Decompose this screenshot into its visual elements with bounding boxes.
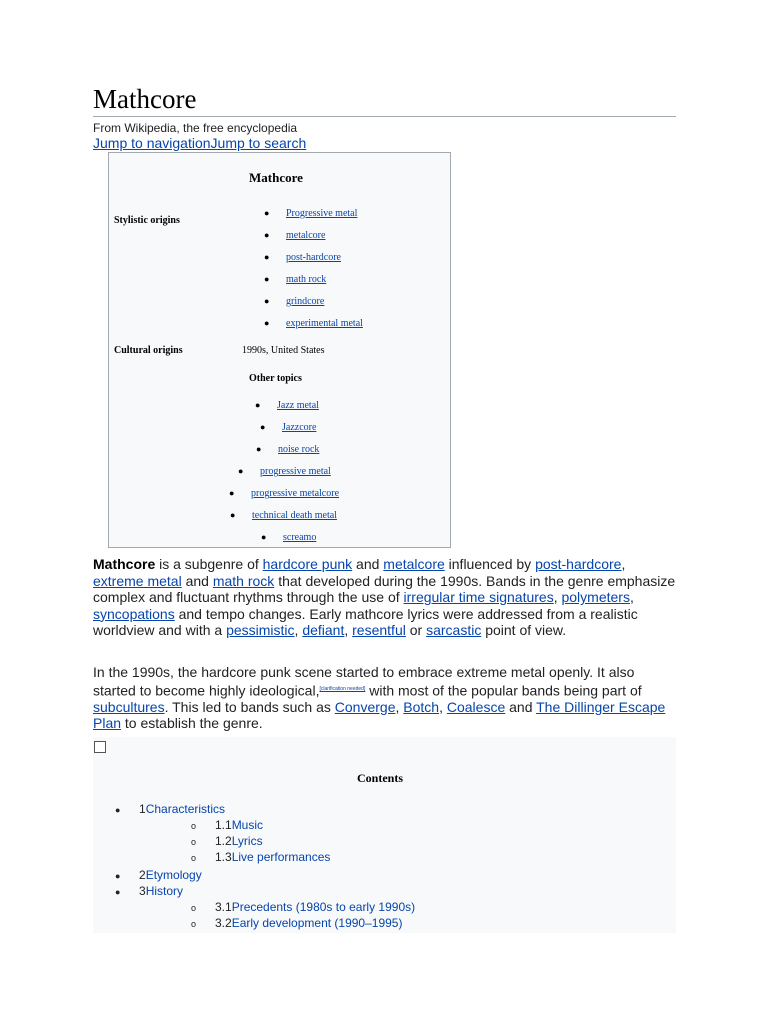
- bullet-icon: ●: [264, 252, 270, 262]
- cultural-origins-label: Cultural origins: [114, 345, 183, 356]
- post-hardcore-link[interactable]: post-hardcore: [535, 556, 622, 572]
- hardcore-punk-link[interactable]: hardcore punk: [262, 556, 353, 572]
- stylistic-link[interactable]: post-hardcore: [286, 252, 341, 263]
- text: ,: [629, 589, 634, 606]
- toc-number: 2: [139, 868, 146, 882]
- toc-item[interactable]: [191, 850, 330, 864]
- topic-link[interactable]: screamo: [283, 532, 317, 543]
- syncopations-link[interactable]: syncopations: [93, 605, 175, 622]
- toc-item[interactable]: [115, 868, 202, 882]
- list-item: [264, 296, 324, 307]
- converge-link[interactable]: Converge: [334, 698, 396, 715]
- bullet-icon: ●: [255, 400, 261, 410]
- circle-icon: o: [191, 919, 197, 929]
- text: with most of the popular bands being part of: [365, 682, 642, 699]
- coalesce-link[interactable]: Coalesce: [446, 698, 506, 715]
- clarification-needed-link[interactable]: [clarification needed]: [319, 685, 366, 692]
- toc-number: 3: [139, 884, 146, 898]
- toc-number: 1.1: [215, 818, 232, 832]
- text: ,: [344, 622, 353, 639]
- text: and: [181, 572, 213, 589]
- list-item: [256, 444, 319, 455]
- math-rock-link[interactable]: math rock: [212, 572, 275, 589]
- sarcastic-link[interactable]: sarcastic: [426, 622, 482, 639]
- list-item: [264, 318, 363, 329]
- toc-number: 3.2: [215, 916, 232, 930]
- text: ,: [294, 622, 303, 639]
- toc-item[interactable]: [191, 916, 402, 930]
- bullet-icon: ●: [238, 466, 244, 476]
- stylistic-link[interactable]: grindcore: [286, 296, 325, 307]
- text: ,: [553, 589, 562, 606]
- circle-icon: o: [191, 853, 197, 863]
- bullet-icon: ●: [264, 274, 270, 284]
- text: influenced by: [444, 556, 536, 572]
- bullet-icon: ●: [115, 887, 121, 897]
- bullet-icon: ●: [230, 510, 236, 520]
- bullet-icon: ●: [115, 805, 121, 815]
- circle-icon: o: [191, 903, 197, 913]
- extreme-metal-link[interactable]: extreme metal: [93, 572, 182, 589]
- toc-toggle-checkbox[interactable]: [94, 741, 106, 753]
- bullet-icon: ●: [264, 208, 270, 218]
- toc-item[interactable]: [191, 818, 263, 832]
- toc-number: 3.1: [215, 900, 232, 914]
- page-title: Mathcore: [93, 84, 197, 114]
- topic-link[interactable]: Jazz metal: [277, 400, 319, 411]
- bullet-icon: ●: [260, 422, 266, 432]
- toc-number: 1.3: [215, 850, 232, 864]
- toc-item[interactable]: [115, 884, 183, 898]
- cultural-origins-value: 1990s, United States: [242, 345, 325, 356]
- text: to establish the genre.: [121, 715, 263, 732]
- title-divider: [93, 116, 676, 117]
- defiant-link[interactable]: defiant: [302, 622, 345, 639]
- toc-item[interactable]: [191, 900, 415, 914]
- stylistic-origins-label: Stylistic origins: [114, 215, 180, 226]
- table-of-contents: [93, 737, 676, 933]
- text: ,: [621, 556, 626, 572]
- list-item: [261, 532, 316, 543]
- infobox: [108, 152, 451, 548]
- toc-item[interactable]: [115, 802, 225, 816]
- list-item: [264, 274, 326, 285]
- text: ,: [395, 698, 404, 715]
- pessimistic-link[interactable]: pessimistic: [226, 622, 295, 639]
- toc-link[interactable]: Live performances: [231, 850, 331, 864]
- history-paragraph: [93, 664, 678, 732]
- site-tagline: From Wikipedia, the free encyclopedia: [93, 121, 298, 135]
- toc-link[interactable]: Etymology: [145, 868, 202, 882]
- bullet-icon: ●: [115, 871, 121, 881]
- jump-to-navigation-link[interactable]: Jump to navigation: [93, 135, 211, 151]
- text: and tempo changes. Early mathcore lyrics were addressed from a realistic worldview and with a: [93, 605, 638, 639]
- bullet-icon: ●: [264, 230, 270, 240]
- article-subject: Mathcore: [93, 556, 156, 572]
- other-topics-label: Other topics: [249, 373, 302, 384]
- bullet-icon: ●: [229, 488, 235, 498]
- polymeters-link[interactable]: polymeters: [561, 589, 630, 606]
- jump-links: [93, 135, 306, 151]
- toc-link[interactable]: Precedents (1980s to early 1990s): [231, 900, 416, 914]
- bullet-icon: ●: [264, 296, 270, 306]
- list-item: [264, 230, 325, 241]
- toc-item[interactable]: [191, 834, 263, 848]
- time-signatures-link[interactable]: irregular time signatures: [403, 589, 554, 606]
- metalcore-link[interactable]: metalcore: [383, 556, 445, 572]
- text: and: [352, 556, 384, 572]
- topic-link[interactable]: progressive metal: [260, 466, 331, 477]
- resentful-link[interactable]: resentful: [352, 622, 406, 639]
- dillinger-escape-plan-link[interactable]: The Dillinger Escape Plan: [93, 698, 666, 732]
- stylistic-link[interactable]: metalcore: [286, 230, 326, 241]
- subcultures-link[interactable]: subcultures: [93, 698, 165, 715]
- stylistic-link[interactable]: experimental metal: [286, 318, 363, 329]
- circle-icon: o: [191, 837, 197, 847]
- text: . This led to bands such as: [164, 698, 335, 715]
- list-item: [260, 422, 316, 433]
- topic-link[interactable]: Jazzcore: [282, 422, 317, 433]
- infobox-title: Mathcore: [249, 170, 303, 185]
- text: In the 1990s, the hardcore punk scene started to embrace extreme metal openly. It also started to become highly ideological,: [93, 664, 635, 699]
- text: point of view.: [481, 622, 567, 639]
- toc-link[interactable]: Early development (1990–1995): [231, 916, 403, 930]
- list-item: [230, 510, 337, 521]
- list-item: [264, 208, 357, 219]
- topic-link[interactable]: progressive metalcore: [251, 488, 340, 499]
- jump-to-search-link[interactable]: Jump to search: [210, 135, 307, 151]
- text: that developed during the 1990s. Bands in the genre emphasize complex and fluctuant rhythms through the use of: [93, 572, 676, 606]
- intro-paragraph: [93, 556, 678, 639]
- circle-icon: o: [191, 821, 197, 831]
- text: or: [405, 622, 427, 639]
- list-item: [238, 466, 331, 477]
- bullet-icon: ●: [256, 444, 262, 454]
- bullet-icon: ●: [264, 318, 270, 328]
- list-item: [255, 400, 319, 411]
- toc-number: 1.2: [215, 834, 232, 848]
- toc-link[interactable]: History: [145, 884, 184, 898]
- toc-title: Contents: [357, 771, 404, 785]
- stylistic-link[interactable]: math rock: [286, 274, 327, 285]
- toc-number: 1: [139, 802, 146, 816]
- list-item: [229, 488, 339, 499]
- list-item: [264, 252, 341, 263]
- botch-link[interactable]: Botch: [403, 698, 440, 715]
- topic-link[interactable]: noise rock: [278, 444, 320, 455]
- stylistic-link[interactable]: Progressive metal: [286, 208, 358, 219]
- toc-link[interactable]: Characteristics: [145, 802, 226, 816]
- text: is a subgenre of: [155, 556, 263, 572]
- topic-link[interactable]: technical death metal: [252, 510, 337, 521]
- text: and: [505, 698, 537, 715]
- toc-link[interactable]: Music: [231, 818, 264, 832]
- text: ,: [439, 698, 447, 715]
- toc-link[interactable]: Lyrics: [231, 834, 263, 848]
- bullet-icon: ●: [261, 532, 267, 542]
